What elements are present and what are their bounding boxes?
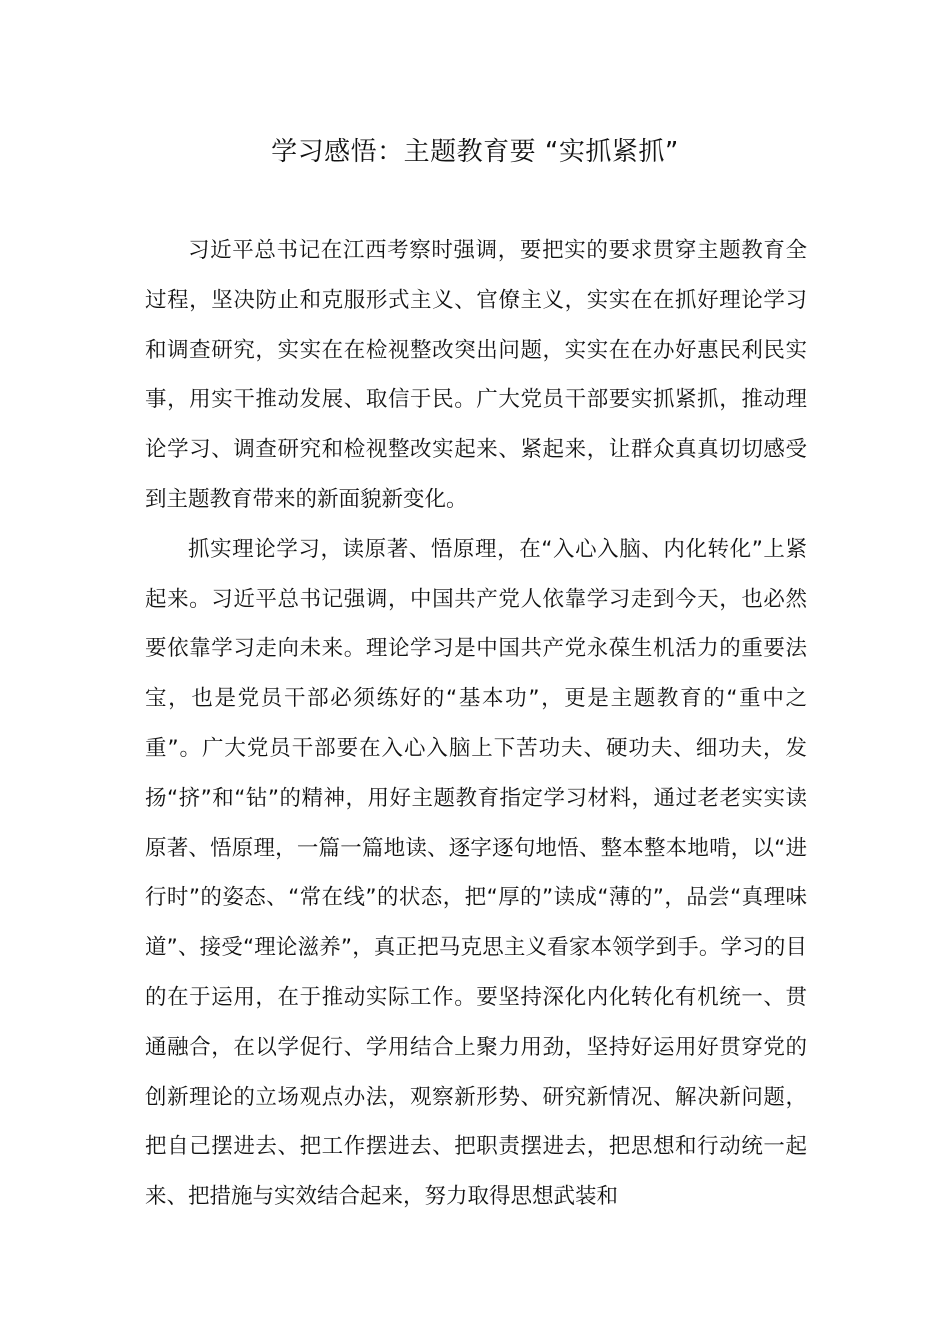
- document-title: 学习感悟：主题教育要 “实抓紧抓”: [271, 137, 679, 167]
- paragraph-1: 习近平总书记在江西考察时强调，要把实的要求贯穿主题教育全过程，坚决防止和克服形式主义、官僚主义，实实在在抓好理论学习和调查研究，实实在在检视整改突出问题，实实在在办好惠民利民实事，用实干推动发展、取信于民。广大党员干部要实抓紧抓，推动理论学习、调查研究和检视整改实起来、紧起来，让群众真真切切感受到主题教育带来的新面貌新变化。: [145, 238, 807, 512]
- document-body: [145, 226, 807, 1222]
- paragraph-2: 抓实理论学习，读原著、悟原理，在“入心入脑、内化转化”上紧起来。习近平总书记强调，中国共产党人依靠学习走到今天，也必然要依靠学习走向未来。理论学习是中国共产党永葆生机活力的重要法宝，也是党员干部必须练好的“基本功”，更是主题教育的“重中之重”。广大党员干部要在入心入脑上下苦功夫、硬功夫、细功夫，发扬“挤”和“钻”的精神，用好主题教育指定学习材料，通过老老实实读原著、悟原理，一篇一篇地读、逐字逐句地悟、整本整本地啃，以“进行时”的姿态、“常在线”的状态，把“厚的”读成“薄的”，品尝“真理味道”、接受“理论滋养”，真正把马克思主义看家本领学到手。学习的目的在于运用，在于推动实际工作。要坚持深化内化转化有机统一、贯通融合，在以学促行、学用结合上聚力用劲，坚持好运用好贯穿党的创新理论的立场观点办法，观察新形势、研究新情况、解决新问题，把自己摆进去、把工作摆进去、把职责摆进去，把思想和行动统一起来、把措施与实效结合起来，努力取得思想武装和: [145, 536, 807, 1210]
